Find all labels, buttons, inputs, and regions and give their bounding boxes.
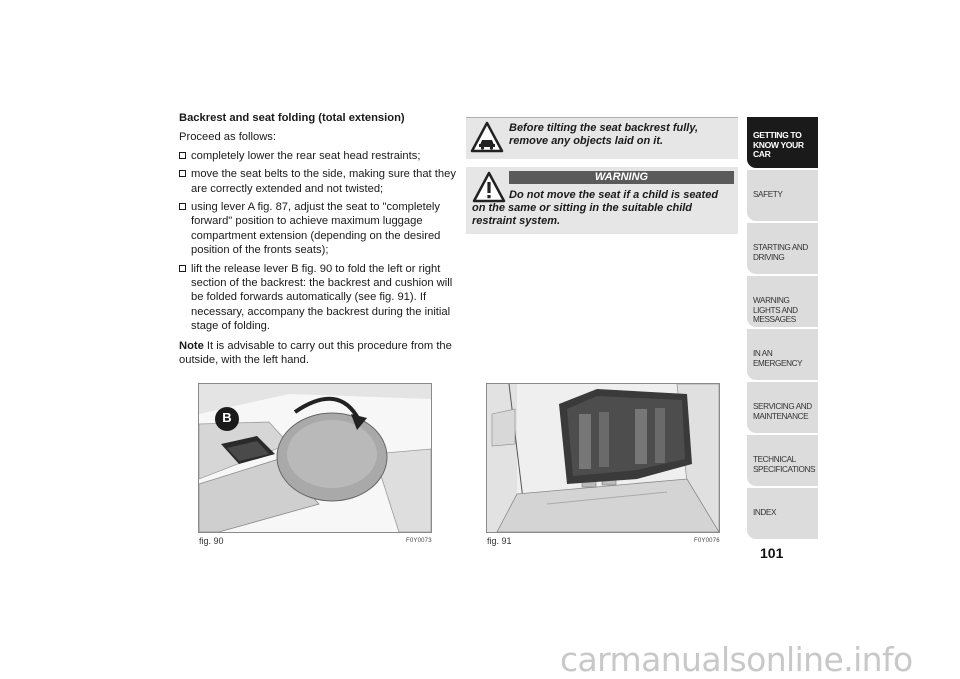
step-list	[179, 149, 457, 334]
release-lever-illustration	[199, 384, 431, 532]
warning-callout	[466, 167, 738, 234]
note-paragraph	[179, 339, 457, 368]
figure-91-caption: fig. 91	[487, 536, 512, 546]
caution-callout	[466, 118, 738, 159]
instruction-column	[179, 111, 457, 368]
figure-90-caption: fig. 90	[199, 536, 224, 546]
list-item: lift the release lever B fig. 90 to fold the left or right section of the backrest: the backrest and cushion will be folded forwards automatically (see fig. 91). If necessary, accompany the backrest during the initial stage of folding.	[179, 262, 457, 334]
figure-91-image	[486, 383, 720, 533]
caution-text: Before tilting the seat backrest fully, remove any objects laid on it.	[509, 122, 699, 147]
list-item: move the seat belts to the side, making sure that they are correctly extended and not twisted;	[179, 167, 457, 196]
checkbox-bullet-icon	[179, 170, 186, 177]
checkbox-bullet-icon	[179, 152, 186, 159]
car-caution-icon	[470, 121, 504, 153]
page-number: 101	[760, 545, 784, 561]
tab-in-an-emergency[interactable]: IN AN EMERGENCY	[747, 329, 818, 380]
checkbox-bullet-icon	[179, 203, 186, 210]
figure-91-code: F0Y0076	[694, 538, 720, 544]
tab-warning-lights[interactable]: WARNING LIGHTS AND MESSAGES	[747, 276, 818, 327]
section-heading: Backrest and seat folding (total extension)	[179, 112, 405, 124]
checkbox-bullet-icon	[179, 265, 186, 272]
intro-text: Proceed as follows:	[179, 131, 277, 144]
warning-title: WARNING	[509, 171, 734, 184]
note-label: Note	[179, 339, 204, 352]
figure-90-image	[198, 383, 432, 533]
callout-label-b: B	[222, 410, 232, 425]
warning-text: Do not move the seat if a child is seated on the same or sitting in the suitable child restraint system.	[472, 189, 719, 227]
tab-getting-to-know-your-car[interactable]: GETTING TO KNOW YOUR CAR	[747, 117, 818, 168]
tab-starting-and-driving[interactable]: STARTING AND DRIVING	[747, 223, 818, 274]
tab-servicing-and-maintenance[interactable]: SERVICING AND MAINTENANCE	[747, 382, 818, 433]
list-item: completely lower the rear seat head restraints;	[179, 149, 457, 163]
tab-index[interactable]: INDEX	[747, 488, 818, 539]
list-item: using lever A fig. 87, adjust the seat to "completely forward" position to achieve maximum luggage compartment extension (depending on the desired position of the fronts seats);	[179, 200, 457, 258]
watermark: carmanualsonline.info	[560, 640, 913, 679]
tab-technical-specifications[interactable]: TECHNICAL SPECIFICATIONS	[747, 435, 818, 486]
note-text: It is advisable to carry out this procedure from the outside, with the left hand.	[179, 339, 452, 367]
folded-seat-illustration	[487, 384, 719, 532]
tab-safety[interactable]: SAFETY	[747, 170, 818, 221]
chapter-tabs	[747, 117, 818, 541]
figure-90-code: F0Y0073	[406, 538, 432, 544]
